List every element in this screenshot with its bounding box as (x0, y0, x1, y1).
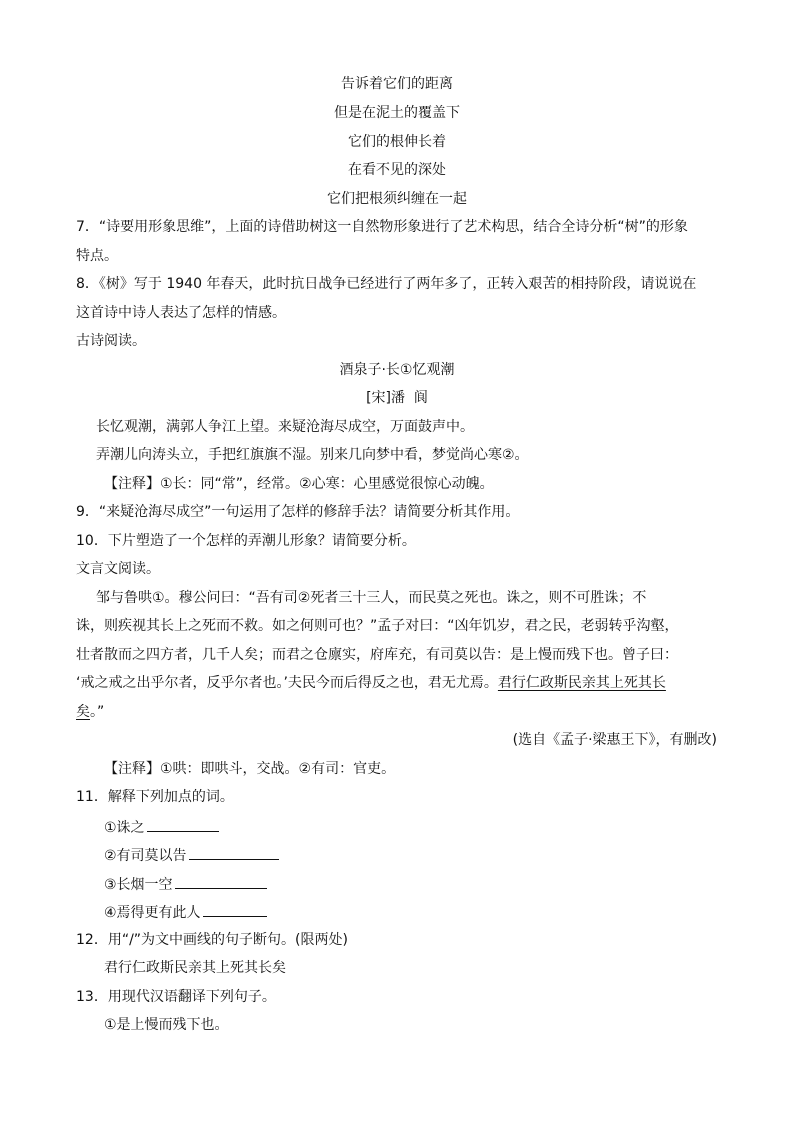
question-11-item-3-text: ③长烟一空 (104, 877, 173, 893)
question-7-line-2: 特点。 (76, 248, 118, 264)
question-13-prompt: 13．用现代汉语翻译下列句子。 (76, 989, 276, 1005)
answer-blank-4[interactable] (203, 899, 267, 917)
poem-line-4: 在看不见的深处 (348, 162, 446, 178)
question-11-item-4 (104, 899, 726, 923)
answer-blank-3[interactable] (175, 871, 267, 889)
question-11-item-2 (104, 842, 726, 866)
underlined-sentence-part-2: 矣 (76, 704, 90, 720)
question-9: 9．“来疑沧海尽成空”一句运用了怎样的修辞手法？请简要分析其作用。 (76, 504, 520, 520)
question-11-prompt: 11．解释下列加点的词。 (76, 789, 234, 805)
ancient-poem-line-2: 弄潮儿向涛头立，手把红旗旗不湿。别来几向梦中看，梦觉尚心寒②。 (96, 447, 529, 463)
underlined-sentence-part-1: 君行仁政斯民亲其上死其长 (497, 675, 666, 691)
answer-blank-2[interactable] (189, 842, 279, 860)
question-11-item-1 (104, 814, 726, 838)
classical-note: 【注释】①哄：即哄斗，交战。②有司：官吏。 (104, 761, 396, 777)
poem-line-5: 它们把根须纠缠在一起 (327, 191, 467, 207)
ancient-poem-note: 【注释】①长：同“常”，经常。②心寒：心里感觉很惊心动魄。 (104, 476, 494, 492)
classical-paragraph-line-3: 壮者散而之四方者，几千人矣；而君之仓廪实，府库充，有司莫以告：是上慢而残下也。曾子曰： (76, 647, 678, 663)
poem-line-2: 但是在泥土的覆盖下 (334, 105, 460, 121)
question-7-line-1: 7．“诗要用形象思维”，上面的诗借助树这一自然物形象进行了艺术构思，结合全诗分析“树”的形象 (76, 219, 688, 235)
question-8-line-1: 8．《树》写于 1940 年春天，此时抗日战争已经进行了两年多了，正转入艰苦的相持阶段，请说说在 (76, 276, 697, 292)
question-11-item-4-text: ④焉得更有此人 (104, 905, 201, 921)
classical-closing-quote: 。” (90, 704, 105, 720)
question-11-item-2-text: ②有司莫以告 (104, 848, 187, 864)
classical-paragraph-line-1: 邹与鲁哄①。穆公问曰：“吾有司②死者三十三人，而民莫之死也。诛之，则不可胜诛；不 (96, 590, 647, 606)
classical-paragraph-line-4 (76, 671, 726, 695)
ancient-poem-author: [宋]潘 阆 (366, 390, 428, 406)
classical-source: (选自《孟子·梁惠王下》，有删改) (512, 732, 717, 748)
question-10: 10．下片塑造了一个怎样的弄潮儿形象？请简要分析。 (76, 533, 416, 549)
question-11-item-3 (104, 871, 726, 895)
classical-section-label: 文言文阅读。 (76, 561, 160, 577)
ancient-poem-title: 酒泉子·长①忆观潮 (339, 362, 455, 378)
question-13-item-1: ①是上慢而残下也。 (104, 1017, 229, 1033)
answer-blank-1[interactable] (147, 814, 219, 832)
classical-plain-text: ‘戒之戒之出乎尔者，反乎尔者也。’夫民今而后得反之也，君无尤焉。 (76, 675, 498, 691)
question-11-item-1-text: ①诛之 (104, 820, 145, 836)
classical-paragraph-line-5 (76, 700, 726, 724)
ancient-poem-section-label: 古诗阅读。 (76, 333, 146, 349)
classical-paragraph-line-2: 诛，则疾视其长上之死而不救。如之何则可也？”孟子对曰：“凶年饥岁，君之民，老弱转乎沟壑， (76, 618, 679, 634)
ancient-poem-line-1: 长忆观潮，满郭人争江上望。来疑沧海尽成空，万面鼓声中。 (96, 419, 474, 435)
poem-line-3: 它们的根伸长着 (348, 134, 446, 150)
question-12-sentence: 君行仁政斯民亲其上死其长矣 (104, 960, 286, 976)
question-8-line-2: 这首诗中诗人表达了怎样的情感。 (76, 305, 286, 321)
poem-line-1: 告诉着它们的距离 (341, 76, 453, 92)
question-12-prompt: 12．用“/”为文中画线的句子断句。(限两处) (76, 932, 348, 948)
